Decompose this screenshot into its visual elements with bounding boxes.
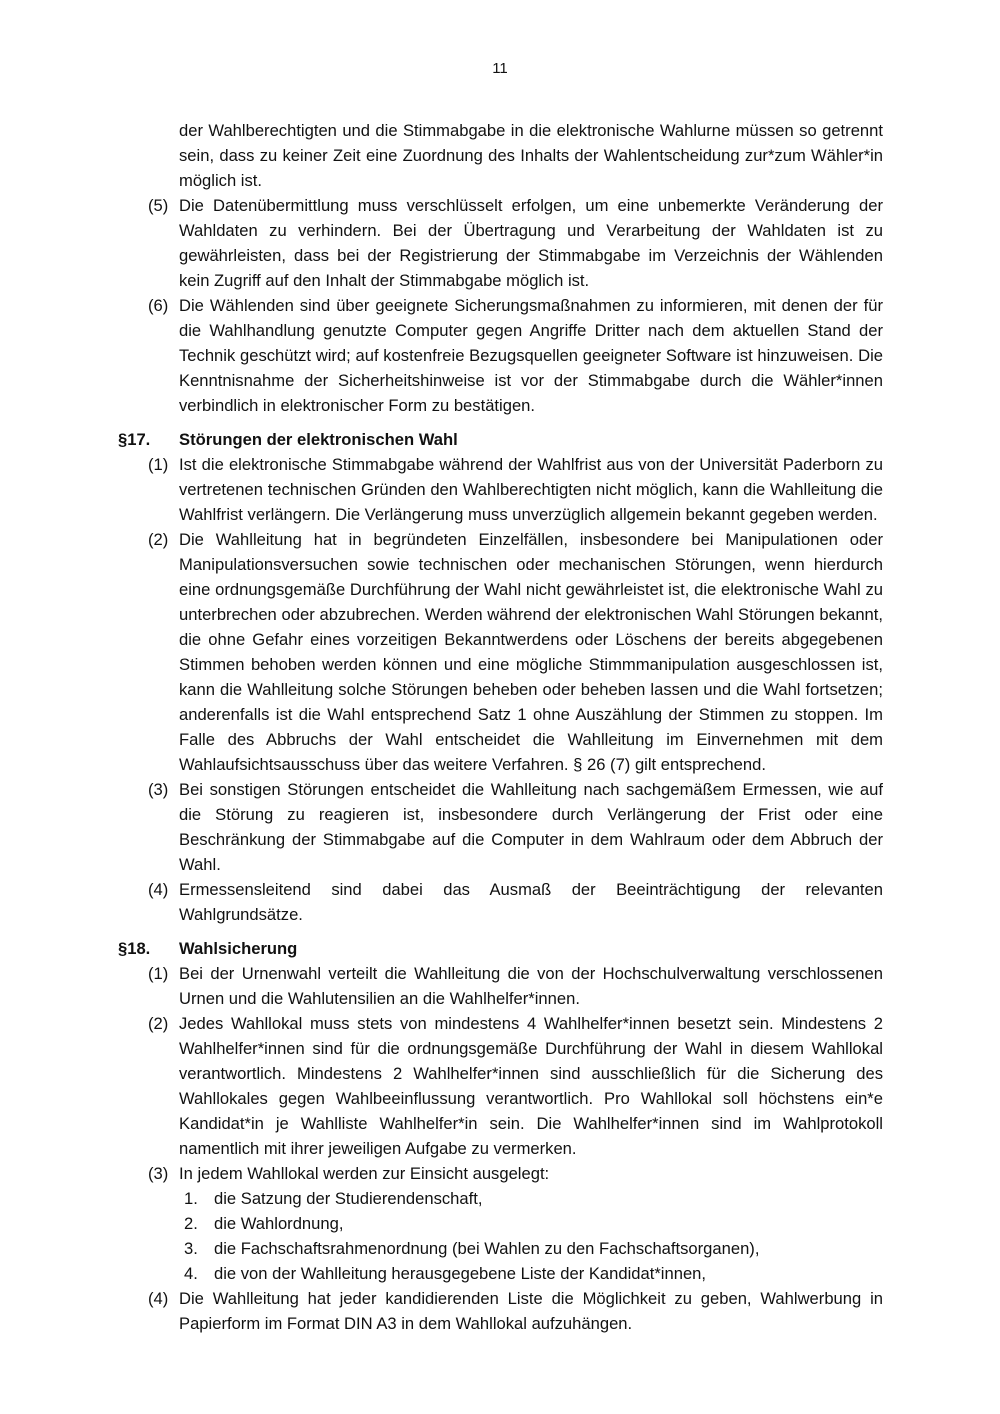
paragraph-text: Ermessensleitend sind dabei das Ausmaß der Beeinträchtigung der relevanten Wahlgrundsätze.: [179, 880, 883, 924]
s17-paragraph-3: [148, 777, 883, 877]
s18-paragraph-3: [148, 1161, 883, 1186]
paragraph-number: (4): [148, 880, 169, 899]
s18-paragraph-1: [148, 961, 883, 1011]
list-item-text: die Satzung der Studierendenschaft,: [214, 1189, 483, 1208]
list-item-number: 1.: [184, 1189, 198, 1208]
list-item: [184, 1261, 883, 1286]
list-item-text: die Wahlordnung,: [214, 1214, 344, 1233]
section-number: §17.: [118, 430, 151, 449]
s18-paragraph-2: [148, 1011, 883, 1161]
paragraph-number: (2): [148, 1014, 169, 1033]
list-item-text: die von der Wahlleitung herausgegebene Liste der Kandidat*innen,: [214, 1264, 707, 1283]
paragraph-text: Die Wählenden sind über geeignete Sicherungsmaßnahmen zu informieren, mit denen der für die Wahlhandlung genutzte Computer gegen Angriffe Dritter nach dem aktuellen Stand der Technik geschützt wird; auf kostenfreie Bezugsquellen geeigneter Software ist hinzuweisen. Die Kenntnisnahme der Sicherheitshinweise ist vor der Stimmabgabe durch die Wähler*innen verbindlich in elektronischer Form zu bestätigen.: [179, 296, 883, 415]
paragraph-number: (4): [148, 1289, 169, 1308]
s17-paragraph-2: [148, 527, 883, 777]
paragraph-text: Die Wahlleitung hat in begründeten Einzelfällen, insbesondere bei Manipulationen oder Manipulationsversuchen sowie technischen oder mechanischen Störungen, wenn hierdurch eine ordnungsgemäße Durchführung der Wahl nicht gewährleistet ist, die elektronische Wahl zu unterbrechen oder abzubrechen. Werden während der elektronischen Wahl Störungen bekannt, die ohne Gefahr eines vorzeitigen Bekanntwerdens oder Löschens der bereits abgegebenen Stimmen behoben werden können und eine mögliche Stimmmanipulation ausgeschlossen ist, kann die Wahlleitung solche Störungen beheben oder beheben lassen und die Wahl fortsetzen; anderenfalls ist die Wahl entsprechend Satz 1 ohne Auszählung der Stimmen zu stoppen. Im Falle des Abbruchs der Wahl entscheidet die Wahlleitung im Einvernehmen mit dem Wahlaufsichtsausschuss über das weitere Verfahren. § 26 (7) gilt entsprechend.: [179, 530, 883, 774]
section-18-heading: [118, 936, 883, 961]
s18-paragraph-4: [148, 1286, 883, 1336]
paragraph-text: Bei der Urnenwahl verteilt die Wahlleitung die von der Hochschulverwaltung verschlossenen Urnen und die Wahlutensilien an die Wahlhelfer*innen.: [179, 964, 883, 1008]
list-item-number: 3.: [184, 1239, 198, 1258]
paragraph-5: [148, 193, 883, 293]
paragraph-number: (6): [148, 296, 169, 315]
list-item: [184, 1236, 883, 1261]
paragraph-number: (3): [148, 780, 169, 799]
document-body: [118, 118, 883, 1336]
section-17-heading: [118, 427, 883, 452]
s17-paragraph-1: [148, 452, 883, 527]
section-title: Wahlsicherung: [179, 939, 298, 958]
section-number: §18.: [118, 939, 151, 958]
paragraph-text: Die Wahlleitung hat jeder kandidierenden Liste die Möglichkeit zu geben, Wahlwerbung in Papierform im Format DIN A3 in dem Wahllokal aufzuhängen.: [179, 1289, 883, 1333]
paragraph-text: Jedes Wahllokal muss stets von mindestens 4 Wahlhelfer*innen besetzt sein. Mindestens 2 Wahlhelfer*innen sind für die ordnungsgemäße Durchführung der Wahl in diesem Wahllokal verantwortlich. Mindestens 2 Wahlhelfer*innen sind ausschließlich für die Sicherung des Wahllokales gegen Wahlbeeinflussung verantwortlich. Pro Wahllokal soll höchstens ein*e Kandidat*in je Wahlliste Wahlhelfer*in sein. Die Wahlhelfer*innen sind im Wahlprotokoll namentlich mit ihrer jeweiligen Aufgabe zu vermerken.: [179, 1014, 883, 1158]
paragraph-number: (1): [148, 455, 169, 474]
paragraph-text: Die Datenübermittlung muss verschlüsselt erfolgen, um eine unbemerkte Veränderung der Wahldaten zu verhindern. Bei der Übertragung und Verarbeitung der Wahldaten ist zu gewährleisten, dass bei der Registrierung der Stimmabgabe im Verzeichnis der Wählenden kein Zugriff auf den Inhalt der Stimmabgabe möglich ist.: [179, 196, 883, 290]
paragraph-number: (1): [148, 964, 169, 983]
paragraph-number: (2): [148, 530, 169, 549]
list-item-text: die Fachschaftsrahmenordnung (bei Wahlen zu den Fachschaftsorganen),: [214, 1239, 760, 1258]
continuation-paragraph: der Wahlberechtigten und die Stimmabgabe in die elektronische Wahlurne müssen so getrennt sein, dass zu keiner Zeit eine Zuordnung des Inhalts der Wahlentscheidung zur*zum Wähler*in möglich ist.: [179, 121, 883, 190]
s17-paragraph-4: [148, 877, 883, 927]
list-item: [184, 1211, 883, 1236]
list-item-number: 4.: [184, 1264, 198, 1283]
page-number: 11: [492, 60, 508, 77]
list-item: [184, 1186, 883, 1211]
paragraph-number: (5): [148, 196, 169, 215]
paragraph-text: Bei sonstigen Störungen entscheidet die Wahlleitung nach sachgemäßem Ermessen, wie auf die Störung zu reagieren ist, insbesondere durch Verlängerung der Frist oder eine Beschränkung der Stimmabgabe auf die Computer in dem Wahlraum oder dem Abbruch der Wahl.: [179, 780, 883, 874]
paragraph-number: (3): [148, 1164, 169, 1183]
paragraph-text: Ist die elektronische Stimmabgabe während der Wahlfrist aus von der Universität Paderborn zu vertretenen technischen Gründen den Wahlberechtigten nicht möglich, kann die Wahlleitung die Wahlfrist verlängern. Die Verlängerung muss unverzüglich allgemein bekannt gegeben werden.: [179, 455, 883, 524]
list-item-number: 2.: [184, 1214, 198, 1233]
display-items-list: [184, 1186, 883, 1286]
paragraph-text: In jedem Wahllokal werden zur Einsicht ausgelegt:: [179, 1164, 550, 1183]
section-title: Störungen der elektronischen Wahl: [179, 430, 458, 449]
paragraph-6: [148, 293, 883, 418]
